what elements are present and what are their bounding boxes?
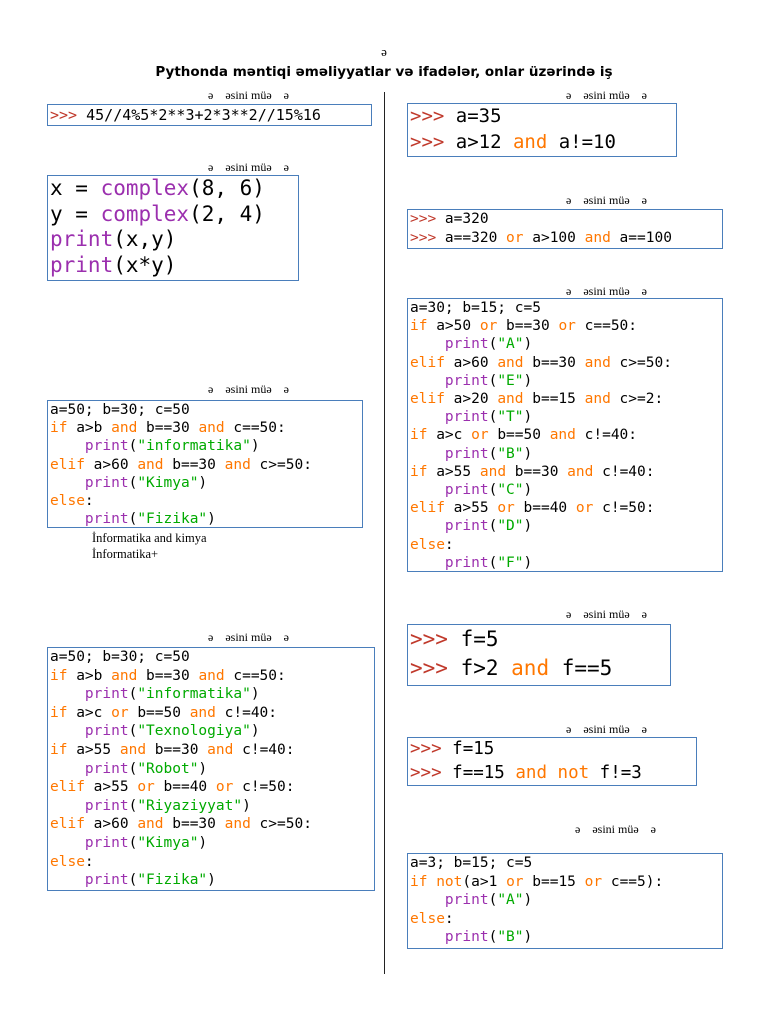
code-token-plain: b==30 xyxy=(137,420,199,437)
code-line xyxy=(50,685,372,704)
code-token-plain: f=15 xyxy=(452,739,495,759)
code-line xyxy=(410,891,720,910)
code-line xyxy=(410,104,674,130)
code-token-keyword: if xyxy=(410,427,428,444)
code-token-plain xyxy=(427,874,436,890)
code-token-plain: f=5 xyxy=(460,627,499,651)
code-token-plain: a>60 xyxy=(444,354,498,371)
code-token-prompt: >>> xyxy=(410,130,456,153)
code-line xyxy=(410,408,720,426)
code-token-plain: b==30 xyxy=(163,456,225,473)
code-token-plain: a==100 xyxy=(610,230,672,246)
code-token-keyword: if xyxy=(50,704,68,721)
code-token-plain: b==30 xyxy=(523,354,585,371)
code-line xyxy=(410,299,720,317)
code-token-plain: c==50: xyxy=(575,318,638,335)
code-box-complex xyxy=(47,175,299,281)
code-token-keyword: or xyxy=(111,704,129,721)
code-token-plain: ) xyxy=(523,409,533,426)
code-token-plain: ( xyxy=(488,554,498,571)
code-line xyxy=(50,474,360,492)
code-token-plain: (a>1 xyxy=(462,873,507,890)
code-token-plain: b==30 xyxy=(146,741,208,758)
code-line xyxy=(410,130,674,156)
code-token-keyword: and xyxy=(111,667,138,684)
code-token-keyword: elif xyxy=(50,816,85,833)
code-token-plain: ) xyxy=(523,929,533,946)
code-token-plain: b==30 xyxy=(506,463,568,480)
code-token-keyword: and xyxy=(584,391,611,408)
code-box-expression xyxy=(47,104,372,126)
code-token-keyword: or xyxy=(471,427,489,444)
code-line xyxy=(410,928,720,947)
code-token-keyword: and xyxy=(207,741,234,758)
box-caption: ə əsini müə ə xyxy=(575,822,656,836)
code-token-plain: : xyxy=(444,910,454,927)
code-token-keyword: else xyxy=(410,536,445,553)
code-box-if-chain-3 xyxy=(407,298,723,572)
code-line xyxy=(50,760,372,779)
code-token-plain: c>=50: xyxy=(250,456,312,473)
code-token-plain: ( xyxy=(488,518,498,535)
code-token-plain: : xyxy=(84,493,94,510)
code-token-builtin: print xyxy=(410,554,489,571)
code-line xyxy=(50,401,360,419)
code-token-plain: (x*y) xyxy=(113,252,177,277)
code-token-string: "B" xyxy=(497,929,524,946)
code-token-builtin: print xyxy=(50,760,129,777)
code-token-plain: b==15 xyxy=(523,873,585,890)
box-caption: ə əsini müə ə xyxy=(208,382,289,396)
code-box-a320 xyxy=(407,209,723,249)
code-line xyxy=(410,390,720,408)
code-token-prompt: >>> xyxy=(410,211,445,227)
code-token-plain: ) xyxy=(523,518,533,535)
code-line xyxy=(410,738,694,762)
code-line xyxy=(410,229,720,248)
code-token-prompt: >>> xyxy=(410,627,461,651)
code-token-keyword: and xyxy=(584,354,611,371)
code-line xyxy=(410,854,720,873)
code-token-prompt: >>> xyxy=(50,106,87,124)
code-token-plain: f==5 xyxy=(549,655,613,680)
code-token-keyword: and xyxy=(111,420,138,437)
code-token-plain: f!=3 xyxy=(589,762,642,783)
code-token-plain: c!=40: xyxy=(215,704,278,721)
box-caption: ə əsini müə ə xyxy=(566,88,647,102)
code-token-plain: ) xyxy=(523,336,533,353)
code-token-keyword: if xyxy=(410,318,428,335)
code-token-keyword: and xyxy=(198,667,225,684)
code-line xyxy=(50,797,372,816)
code-token-plain: a==320 xyxy=(444,230,507,246)
code-line xyxy=(50,853,372,872)
code-token-prompt: >>> xyxy=(410,230,445,246)
code-token-builtin: print xyxy=(50,723,129,740)
code-line xyxy=(410,372,720,390)
code-token-plain: b==40 xyxy=(514,500,576,517)
code-box-a35 xyxy=(407,103,677,157)
code-token-plain: a!=10 xyxy=(547,130,616,153)
code-token-plain: a=320 xyxy=(444,211,489,227)
code-token-keyword: elif xyxy=(410,391,445,408)
code-token-plain: a>c xyxy=(427,427,472,444)
code-token-plain: : xyxy=(444,536,454,553)
code-token-builtin: print xyxy=(410,518,489,535)
code-token-keyword: and xyxy=(584,230,611,246)
code-token-plain: ( xyxy=(128,511,138,528)
code-token-plain: a>100 xyxy=(523,230,585,246)
code-token-plain: ) xyxy=(198,834,208,851)
code-line xyxy=(410,481,720,499)
code-token-keyword: if xyxy=(410,463,428,480)
code-token-builtin: print xyxy=(410,372,489,389)
code-token-keyword: if xyxy=(50,420,68,437)
code-token-plain: c!=40: xyxy=(575,427,638,444)
code-token-plain: ) xyxy=(207,872,216,889)
code-box-f15 xyxy=(407,737,697,786)
code-line xyxy=(50,253,296,279)
code-token-keyword: and xyxy=(497,391,524,408)
code-token-builtin: print xyxy=(410,482,489,499)
code-line xyxy=(410,499,720,517)
code-line xyxy=(410,873,720,892)
code-token-string: "C" xyxy=(497,482,524,499)
code-token-plain: c!=40: xyxy=(593,463,655,480)
code-token-string: "Texnologiya" xyxy=(137,723,251,740)
code-token-plain: (2, 4) xyxy=(189,201,265,226)
code-token-keyword: else xyxy=(50,853,85,870)
code-line xyxy=(50,834,372,853)
code-token-plain: ) xyxy=(250,723,260,740)
code-line xyxy=(410,625,668,654)
code-token-string: "Riyaziyyat" xyxy=(137,797,243,814)
answer-note-2: İnformatika+ xyxy=(92,547,159,561)
code-token-keyword: not xyxy=(436,873,463,890)
code-token-keyword: and xyxy=(567,463,594,480)
code-token-prompt: >>> xyxy=(410,655,461,680)
code-token-keyword: and xyxy=(119,741,147,758)
code-token-plain: a=50; b=30; c=50 xyxy=(50,649,190,665)
code-token-plain: ) xyxy=(523,445,533,462)
code-token-plain: ) xyxy=(198,760,208,777)
code-token-plain: b==30 xyxy=(497,318,559,335)
code-token-plain: ( xyxy=(128,834,138,851)
code-line xyxy=(50,105,369,125)
box-caption: ə əsini müə ə xyxy=(208,630,289,644)
code-token-string: "Kimya" xyxy=(137,834,199,851)
code-token-string: "Fizika" xyxy=(137,511,208,528)
code-token-plain: c==50: xyxy=(224,420,286,437)
code-token-plain: ) xyxy=(523,372,533,389)
code-token-keyword: elif xyxy=(410,354,445,371)
code-token-plain: ( xyxy=(128,438,138,455)
code-token-plain: 45//4%5*2**3+2*3**2//15%16 xyxy=(86,106,321,124)
code-token-keyword: elif xyxy=(410,500,445,517)
code-token-keyword: and xyxy=(515,762,547,783)
code-token-keyword: or xyxy=(479,318,498,335)
code-line xyxy=(50,202,296,228)
code-token-string: "B" xyxy=(497,445,524,462)
code-token-keyword: not xyxy=(557,762,590,783)
code-token-plain: ) xyxy=(523,554,533,571)
code-token-keyword: elif xyxy=(50,456,85,473)
code-token-builtin: complex xyxy=(100,201,190,226)
code-token-builtin: print xyxy=(50,834,129,851)
code-token-prompt: >>> xyxy=(410,739,453,759)
code-line xyxy=(50,722,372,741)
code-line xyxy=(50,741,372,760)
top-mark: ə xyxy=(381,44,387,59)
code-token-keyword: or xyxy=(558,318,576,335)
code-token-plain: c!=50: xyxy=(233,779,295,796)
code-token-keyword: or xyxy=(506,873,524,890)
code-line xyxy=(410,517,720,535)
code-token-keyword: else xyxy=(410,910,445,927)
box-caption: ə əsini müə ə xyxy=(566,193,647,207)
code-token-plain: a=50; b=30; c=50 xyxy=(50,402,190,418)
code-token-string: "Kimya" xyxy=(137,474,199,491)
code-line xyxy=(50,437,360,455)
code-line xyxy=(410,426,720,444)
code-line xyxy=(50,510,360,528)
code-token-keyword: and xyxy=(511,655,550,680)
code-token-builtin: print xyxy=(50,511,129,528)
code-token-plain: b==50 xyxy=(128,704,190,721)
code-token-plain: ( xyxy=(488,482,498,499)
code-token-plain: b==40 xyxy=(154,779,216,796)
code-token-string: "Fizika" xyxy=(137,872,208,889)
code-token-keyword: elif xyxy=(50,779,85,796)
code-token-plain: ( xyxy=(128,686,138,703)
code-token-keyword: or xyxy=(497,500,515,517)
code-token-builtin: print xyxy=(50,252,114,277)
code-line xyxy=(410,654,668,683)
code-token-plain: ) xyxy=(198,474,208,491)
code-line xyxy=(410,762,694,786)
code-token-plain: ( xyxy=(488,892,498,909)
code-token-plain: ( xyxy=(128,797,138,814)
code-token-prompt: >>> xyxy=(410,105,456,127)
code-line xyxy=(410,554,720,572)
code-token-plain: a>c xyxy=(67,704,112,721)
code-token-plain: a>60 xyxy=(84,456,138,473)
code-token-plain: a>12 xyxy=(455,130,513,153)
code-line xyxy=(50,648,372,667)
code-token-plain: ) xyxy=(523,482,533,499)
code-token-builtin: print xyxy=(410,929,489,946)
code-token-plain: ( xyxy=(128,760,138,777)
box-caption: ə əsini müə ə xyxy=(566,607,647,621)
code-token-plain: a>b xyxy=(67,667,112,684)
code-token-plain: b==30 xyxy=(163,816,225,833)
code-token-keyword: and xyxy=(479,463,507,480)
code-token-keyword: or xyxy=(137,779,155,796)
code-line xyxy=(410,317,720,335)
box-caption: ə əsini müə ə xyxy=(208,160,289,174)
code-token-keyword: if xyxy=(410,873,428,890)
code-line xyxy=(410,335,720,353)
code-box-f5 xyxy=(407,624,671,686)
code-token-plain: a=30; b=15; c=5 xyxy=(410,300,541,316)
code-token-keyword: and xyxy=(512,130,548,153)
code-token-keyword: or xyxy=(575,500,594,517)
answer-note-1: İnformatika and kimya xyxy=(92,531,207,545)
code-line xyxy=(50,227,296,253)
code-token-plain: c==50: xyxy=(224,667,286,684)
code-token-string: "A" xyxy=(497,892,524,909)
code-token-plain: ( xyxy=(488,372,498,389)
code-line xyxy=(50,419,360,437)
code-line xyxy=(410,354,720,372)
code-line xyxy=(50,815,372,834)
code-token-plain: b==15 xyxy=(523,391,585,408)
code-token-plain: b==50 xyxy=(488,427,550,444)
code-token-plain: c>=50: xyxy=(250,816,312,833)
code-line xyxy=(410,210,720,229)
code-token-plain: ) xyxy=(207,511,216,528)
code-token-string: "informatika" xyxy=(137,686,251,703)
code-line xyxy=(50,704,372,723)
box-caption: ə əsini müə ə xyxy=(566,284,647,298)
code-line xyxy=(50,176,296,202)
code-token-prompt: >>> xyxy=(410,762,453,783)
box-caption: ə əsini müə ə xyxy=(208,88,289,102)
code-token-builtin: print xyxy=(50,227,114,251)
code-token-plain: a>60 xyxy=(84,816,138,833)
code-token-plain: a>20 xyxy=(444,391,498,408)
code-token-plain: ) xyxy=(250,686,260,703)
code-token-plain: (x,y) xyxy=(113,227,177,251)
code-token-plain: ( xyxy=(128,723,138,740)
code-token-plain: c!=50: xyxy=(593,500,655,517)
code-token-plain: c!=40: xyxy=(233,741,295,758)
code-line xyxy=(410,910,720,929)
code-token-keyword: and xyxy=(198,420,225,437)
code-token-keyword: else xyxy=(50,493,85,510)
code-token-plain: ( xyxy=(488,929,498,946)
code-box-if-chain-2 xyxy=(47,647,375,891)
code-token-builtin: print xyxy=(50,438,129,455)
code-token-plain: a>50 xyxy=(427,318,480,335)
code-token-keyword: and xyxy=(137,816,164,833)
code-token-builtin: complex xyxy=(100,176,190,200)
code-token-keyword: and xyxy=(224,816,251,833)
code-token-plain: ( xyxy=(128,474,138,491)
code-token-plain: a=3; b=15; c=5 xyxy=(410,855,533,871)
code-token-plain: ) xyxy=(250,438,260,455)
code-token-plain: y = xyxy=(50,201,101,226)
code-token-plain: ( xyxy=(488,445,498,462)
code-token-plain: a=35 xyxy=(455,105,502,127)
code-token-builtin: print xyxy=(410,892,489,909)
code-token-plain: x = xyxy=(50,176,101,200)
code-token-keyword: and xyxy=(224,456,251,473)
code-token-keyword: and xyxy=(189,704,216,721)
code-token-keyword: and xyxy=(549,427,576,444)
code-line xyxy=(50,456,360,474)
code-token-builtin: print xyxy=(410,409,489,426)
code-token-plain: c>=2: xyxy=(610,391,664,408)
code-token-string: "D" xyxy=(497,518,524,535)
code-token-keyword: and xyxy=(497,354,524,371)
code-token-keyword: or xyxy=(584,873,603,890)
code-token-string: "T" xyxy=(497,409,524,426)
code-box-if-not xyxy=(407,853,723,949)
code-token-plain: a>55 xyxy=(84,779,138,796)
code-token-plain: ( xyxy=(488,409,498,426)
code-token-string: "informatika" xyxy=(137,438,251,455)
code-line xyxy=(50,667,372,686)
code-token-plain: f==15 xyxy=(452,762,516,783)
code-token-builtin: print xyxy=(410,445,489,462)
code-token-plain: : xyxy=(84,853,94,870)
code-token-plain: a>b xyxy=(67,420,112,437)
code-token-string: "F" xyxy=(497,554,524,571)
code-token-plain: ( xyxy=(488,336,498,353)
code-line xyxy=(50,871,372,890)
code-token-plain: a>55 xyxy=(427,463,480,480)
code-line xyxy=(410,445,720,463)
code-token-builtin: print xyxy=(50,797,129,814)
code-token-plain: a>55 xyxy=(444,500,498,517)
code-token-string: "E" xyxy=(497,372,524,389)
code-line xyxy=(410,536,720,554)
code-line xyxy=(50,778,372,797)
code-token-plain: c>=50: xyxy=(610,354,672,371)
code-token-plain: f>2 xyxy=(460,655,512,680)
code-token-builtin: print xyxy=(50,872,129,889)
code-token-plain: ) xyxy=(523,892,533,909)
code-token-keyword: and xyxy=(137,456,164,473)
code-token-builtin: print xyxy=(50,686,129,703)
code-token-keyword: or xyxy=(506,230,524,246)
code-token-plain: ( xyxy=(128,872,138,889)
code-box-if-elif-else-1 xyxy=(47,400,363,528)
code-token-builtin: print xyxy=(410,336,489,353)
page-title: Pythonda məntiqi əməliyyatlar və ifadələr, onlar üzərində iş xyxy=(155,64,613,80)
code-line xyxy=(50,492,360,510)
code-token-keyword: if xyxy=(50,741,68,758)
code-token-plain: ) xyxy=(242,797,251,814)
code-token-plain xyxy=(547,763,558,783)
column-divider xyxy=(384,92,385,974)
code-token-builtin: print xyxy=(50,474,129,491)
code-token-keyword: if xyxy=(50,667,68,684)
code-token-plain: c==5): xyxy=(602,873,664,890)
box-caption: ə əsini müə ə xyxy=(566,722,647,736)
code-token-string: "A" xyxy=(497,336,524,353)
code-line xyxy=(410,463,720,481)
code-token-string: "Robot" xyxy=(137,760,199,777)
code-token-plain: b==30 xyxy=(137,667,199,684)
code-token-plain: a>55 xyxy=(67,741,120,758)
code-token-keyword: or xyxy=(215,779,234,796)
code-token-plain: (8, 6) xyxy=(189,176,265,200)
